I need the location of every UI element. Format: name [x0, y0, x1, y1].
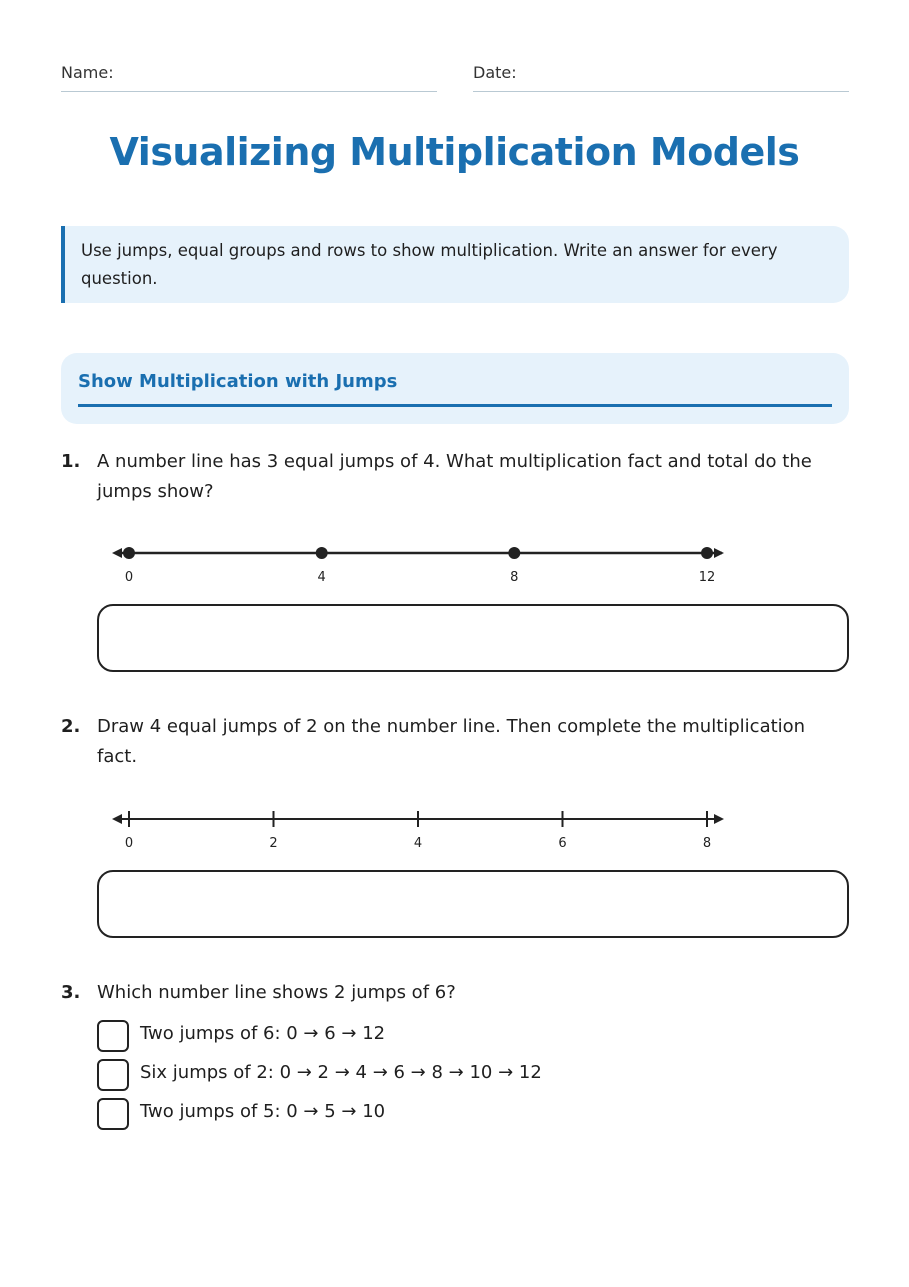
- tick-label: 2: [269, 836, 278, 851]
- option-2-checkbox[interactable]: [97, 1059, 129, 1091]
- tick-label: 8: [510, 570, 519, 585]
- point-4: [316, 547, 328, 559]
- number-line-2-graphic: [110, 804, 730, 834]
- instructions-text: Use jumps, equal groups and rows to show multiplication. Write an answer for every question.: [81, 241, 778, 288]
- question-3-text: Which number line shows 2 jumps of 6?: [97, 982, 456, 1003]
- page-title: Visualizing Multiplication Models: [109, 130, 800, 174]
- instructions-box: [61, 226, 849, 303]
- date-field[interactable]: [473, 62, 849, 92]
- section-divider: [78, 404, 832, 407]
- option-3-checkbox[interactable]: [97, 1098, 129, 1130]
- question-2-number: 2.: [61, 716, 81, 737]
- date-label: Date:: [473, 63, 517, 82]
- question-3-number: 3.: [61, 982, 81, 1003]
- tick-label: 4: [413, 836, 423, 851]
- point-0: [123, 547, 135, 559]
- tick-label: 0: [124, 570, 134, 585]
- question-1-number: 1.: [61, 451, 81, 472]
- tick-label: 6: [558, 836, 567, 851]
- number-line-1-graphic: [110, 538, 730, 568]
- question-1-text: A number line has 3 equal jumps of 4. What multiplication fact and total do the jumps show?: [97, 451, 812, 502]
- option-3-label: Two jumps of 5: 0 → 5 → 10: [140, 1101, 386, 1122]
- question-1-answer-box[interactable]: [97, 604, 849, 672]
- question-2-number-line[interactable]: [110, 804, 730, 854]
- point-8: [508, 547, 520, 559]
- option-1-label: Two jumps of 6: 0 → 6 → 12: [140, 1023, 386, 1044]
- name-label: Name:: [61, 63, 114, 82]
- question-1-number-line: [110, 538, 730, 588]
- tick-label: 8: [702, 836, 712, 851]
- section-header: [61, 353, 849, 424]
- tick-label: 0: [124, 836, 134, 851]
- question-2-text: Draw 4 equal jumps of 2 on the number line. Then complete the multiplication fact.: [97, 716, 806, 767]
- tick-label: 12: [698, 570, 716, 585]
- name-field[interactable]: [61, 62, 437, 92]
- section-title: Show Multiplication with Jumps: [78, 371, 398, 392]
- tick-label: 4: [317, 570, 326, 585]
- point-12: [701, 547, 713, 559]
- option-1-checkbox[interactable]: [97, 1020, 129, 1052]
- option-2-label: Six jumps of 2: 0 → 2 → 4 → 6 → 8 → 10 → 12: [140, 1062, 542, 1083]
- question-2-answer-box[interactable]: [97, 870, 849, 938]
